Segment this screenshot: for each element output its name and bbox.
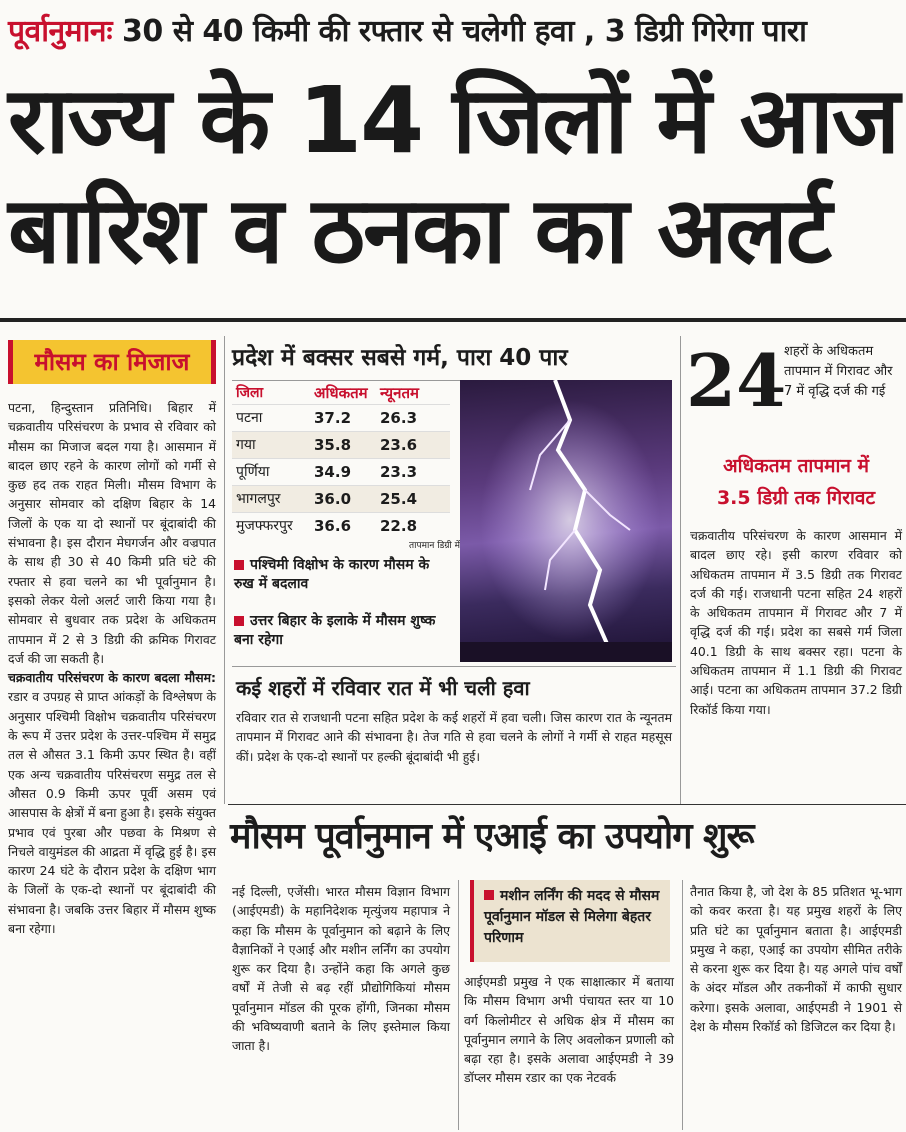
ai-column-3: तैनात किया है, जो देश के 85 प्रतिशत भू-भाग को कवर करता है। यह प्रमुख शहरों के लिए प्रति घंटे का पूर्वानुमान बताता है। आईएमडी प्रमुख ने कहा, एआई का उपयोग सीमित तरीके से करना शुरू कर दिया है। यह अगले पांच वर्षों के अंदर मॉडल और तकनीकों में काफी सुधार करेगा। इसके अलावा, आईएमडी ने 1901 से देश के मौसम रिकॉर्ड को डिजिटल कर दिया है।	[690, 884, 902, 1035]
header-max: अधिकतम	[314, 384, 368, 402]
bullet-1-text: पश्चिमी विक्षोभ के कारण मौसम के रुख में बदलाव	[234, 557, 430, 592]
center-mid-rule	[232, 666, 676, 667]
bullet-2	[234, 612, 444, 650]
cell-district: मुजफ्फरपुर	[236, 518, 293, 534]
ai-headline: मौसम पूर्वानुमान में एआई का उपयोग शुरू	[230, 816, 754, 857]
big-number: 24	[686, 338, 787, 423]
header-min: न्यूनतम	[380, 384, 419, 402]
table-note: तापमान डिग्री में	[409, 541, 460, 551]
lightning-bolt-icon	[460, 380, 672, 662]
lightning-photo	[460, 380, 672, 662]
section-label-text: मौसम का मिजाज	[34, 348, 190, 376]
kicker-text: 30 से 40 किमी की रफ्तार से चलेगी हवा , 3 डिग्री गिरेगा पारा	[122, 14, 807, 49]
headline-line2: बारिश व ठनका का अलर्ट	[8, 177, 831, 284]
right-text: चक्रवातीय परिसंचरण के कारण आसमान में बादल छाए रहे। इसी कारण रविवार को अधिकतम तापमान में 3.5 डिग्री तक गिरावट दर्ज की गई। राजधानी पटना सहित 24 शहरों के अधिकतम तापमान में गिरावट और 7 में वृद्धि दर्ज की गई। प्रदेश का सबसे गर्म जिला 40.1 डिग्री के साथ बक्सर रहा। पटना के अधिकतम तापमान में 1.1 डिग्री की गिरावट आई। पटना का अधिकतम तापमान 37.2 डिग्री रिकॉर्ड किया गया।	[690, 528, 902, 717]
section-label	[8, 340, 216, 384]
cell-max: 34.9	[314, 463, 352, 481]
left-para1: पटना, हिन्दुस्तान प्रतिनिधि। बिहार में चक्रवातीय परिसंचरण के प्रभाव से रविवार को मौसम का मिजाज बदल गया है। आसमान में बादल छाए रहने के कारण लोगों को गर्मी से कुछ हद तक राहत मिली। मौसम विभाग के अनुसार सोमवार को दक्षिण बिहार के 14 जिलों के एक या दो स्थानों पर बूंदाबांदी की संभावना है। इस दौरान मेघगर्जन और वज्रपात के साथ ही 30 से 40 किमी प्रति घंटे की रफ्तार से हवा चलने का भी पूर्वानुमान है। इसको लेकर येलो अलर्ट जारी किया गया है। सोमवार से बुधवार तक प्रदेश के अधिकतम तापमान में 2 से 3 डिग्री की क्रमिक गिरावट दर्ज की जा सकती है।	[8, 400, 216, 666]
table-row	[232, 512, 450, 539]
kicker-label: पूर्वानुमानः	[8, 14, 113, 49]
bullet-square-icon	[484, 890, 494, 900]
cell-district: गया	[236, 437, 256, 453]
column-divider	[680, 336, 681, 804]
header-district: जिला	[236, 385, 264, 401]
ai-top-rule	[228, 804, 906, 805]
cell-district: पूर्णिया	[236, 464, 270, 480]
table-header	[232, 382, 450, 404]
column-divider	[458, 880, 459, 1130]
table-row	[232, 458, 450, 485]
right-headline	[690, 450, 902, 514]
cell-min: 22.8	[380, 517, 418, 535]
cell-max: 35.8	[314, 436, 352, 454]
kicker	[8, 6, 898, 58]
center-title: प्रदेश में बक्सर सबसे गर्म, पारा 40 पार	[232, 345, 568, 371]
right-headline-line1: अधिकतम तापमान में	[723, 455, 869, 477]
big-number-text: शहरों के अधिकतम तापमान में गिरावट और 7 में वृद्धि दर्ज की गई	[784, 344, 893, 399]
column-divider	[682, 880, 683, 1130]
bullet-square-icon	[234, 616, 244, 626]
left-para2: रडार व उपग्रह से प्राप्त आंकड़ों के विश्लेषण के अनुसार पश्चिमी विक्षोभ चक्रवातीय परिसंचरण के रूप में उत्तर प्रदेश के उत्तर-पश्चिम में समुद्र तल से औसत 3.1 किमी ऊपर स्थित है। वहीं एक अन्य चक्रवातीय परिसंचरण समुद्र तल से औसत 0.9 किमी ऊपर पूर्वी असम एवं आसपास के क्षेत्रों में बना हुआ है। इसके संयुक्त प्रभाव एवं पुरबा और पछवा के मिश्रण से निचले वायुमंडल की आद्रता में वृद्धि हुई है। इस कारण 24 घंटे के दौरान प्रदेश के दक्षिण भाग के जिलों के एक-दो स्थानों पर बूंदाबांदी की संभावना है। जबकि उत्तर बिहार में मौसम शुष्क बना रहेगा।	[8, 689, 216, 937]
cell-max: 36.0	[314, 490, 352, 508]
bullet-square-icon	[234, 560, 244, 570]
headline-line1: राज्य के 14 जिलों में आज	[8, 67, 898, 174]
center-text: रविवार रात से राजधानी पटना सहित प्रदेश के कई शहरों में हवा चली। जिस कारण रात के न्यूनतम तापमान में गिरावट आने की संभावना है। तेज गति से हवा चलने के लोगों ने गर्मी से राहत महसूस कीं। प्रदेश के एक-दो स्थानों पर हल्की बूंदाबांदी भी हुई।	[236, 710, 672, 764]
cell-min: 26.3	[380, 409, 418, 427]
cell-min: 23.6	[380, 436, 418, 454]
cell-district: पटना	[236, 410, 263, 426]
table-row	[232, 404, 450, 431]
bullet-2-text: उत्तर बिहार के इलाके में मौसम शुष्क बना रहेगा	[234, 613, 436, 648]
headline	[8, 66, 898, 286]
cell-max: 36.6	[314, 517, 352, 535]
cell-district: भागलपुर	[236, 491, 281, 507]
cell-min: 25.4	[380, 490, 418, 508]
cell-min: 23.3	[380, 463, 418, 481]
ai-highlight-text: मशीन लर्निंग की मदद से मौसम पूर्वानुमान मॉडल से मिलेगा बेहतर परिणाम	[484, 888, 660, 946]
temperature-table	[232, 382, 450, 542]
ai-highlight-box	[470, 880, 670, 962]
table-row	[232, 431, 450, 458]
cell-max: 37.2	[314, 409, 352, 427]
center-subhead: कई शहरों में रविवार रात में भी चली हवा	[236, 676, 530, 700]
bullet-1	[234, 556, 444, 594]
left-subhead: चक्रवातीय परिसंचरण के कारण बदला मौसम:	[8, 670, 216, 686]
left-article	[8, 398, 216, 938]
column-divider	[224, 336, 225, 804]
ai-column-2: आईएमडी प्रमुख ने एक साक्षात्कार में बताया कि मौसम विभाग अभी पंचायत स्तर या 10 वर्ग किलोमीटर से अधिक क्षेत्र में मौसम का पूर्वानुमान लगाने के लिए अवलोकन प्रणाली को बढ़ा रहा है। इसके अलावा आईएमडी ने 39 डॉप्लर मौसम रडार का एक नेटवर्क	[464, 974, 674, 1086]
right-headline-line2: 3.5 डिग्री तक गिरावट	[716, 487, 876, 509]
table-row	[232, 485, 450, 512]
headline-rule	[0, 318, 906, 322]
ai-column-1: नई दिल्ली, एजेंसी। भारत मौसम विज्ञान विभाग (आईएमडी) के महानिदेशक मृत्युंजय महापात्र ने कहा कि मौसम के पूर्वानुमान को बढ़ाने के लिए वैज्ञानिकों ने एआई और मशीन लर्निंग का उपयोग शुरू कर दिया है। उन्होंने कहा कि अगले कुछ वर्षों में तेजी से बढ़ रहीं प्रौद्योगिकियां मौसम पूर्वानुमान मॉडल की पूरक होंगी, जिनका मौसम की भविष्यवाणी बताने के लिए इस्तेमाल किया जाता है।	[232, 884, 450, 1054]
